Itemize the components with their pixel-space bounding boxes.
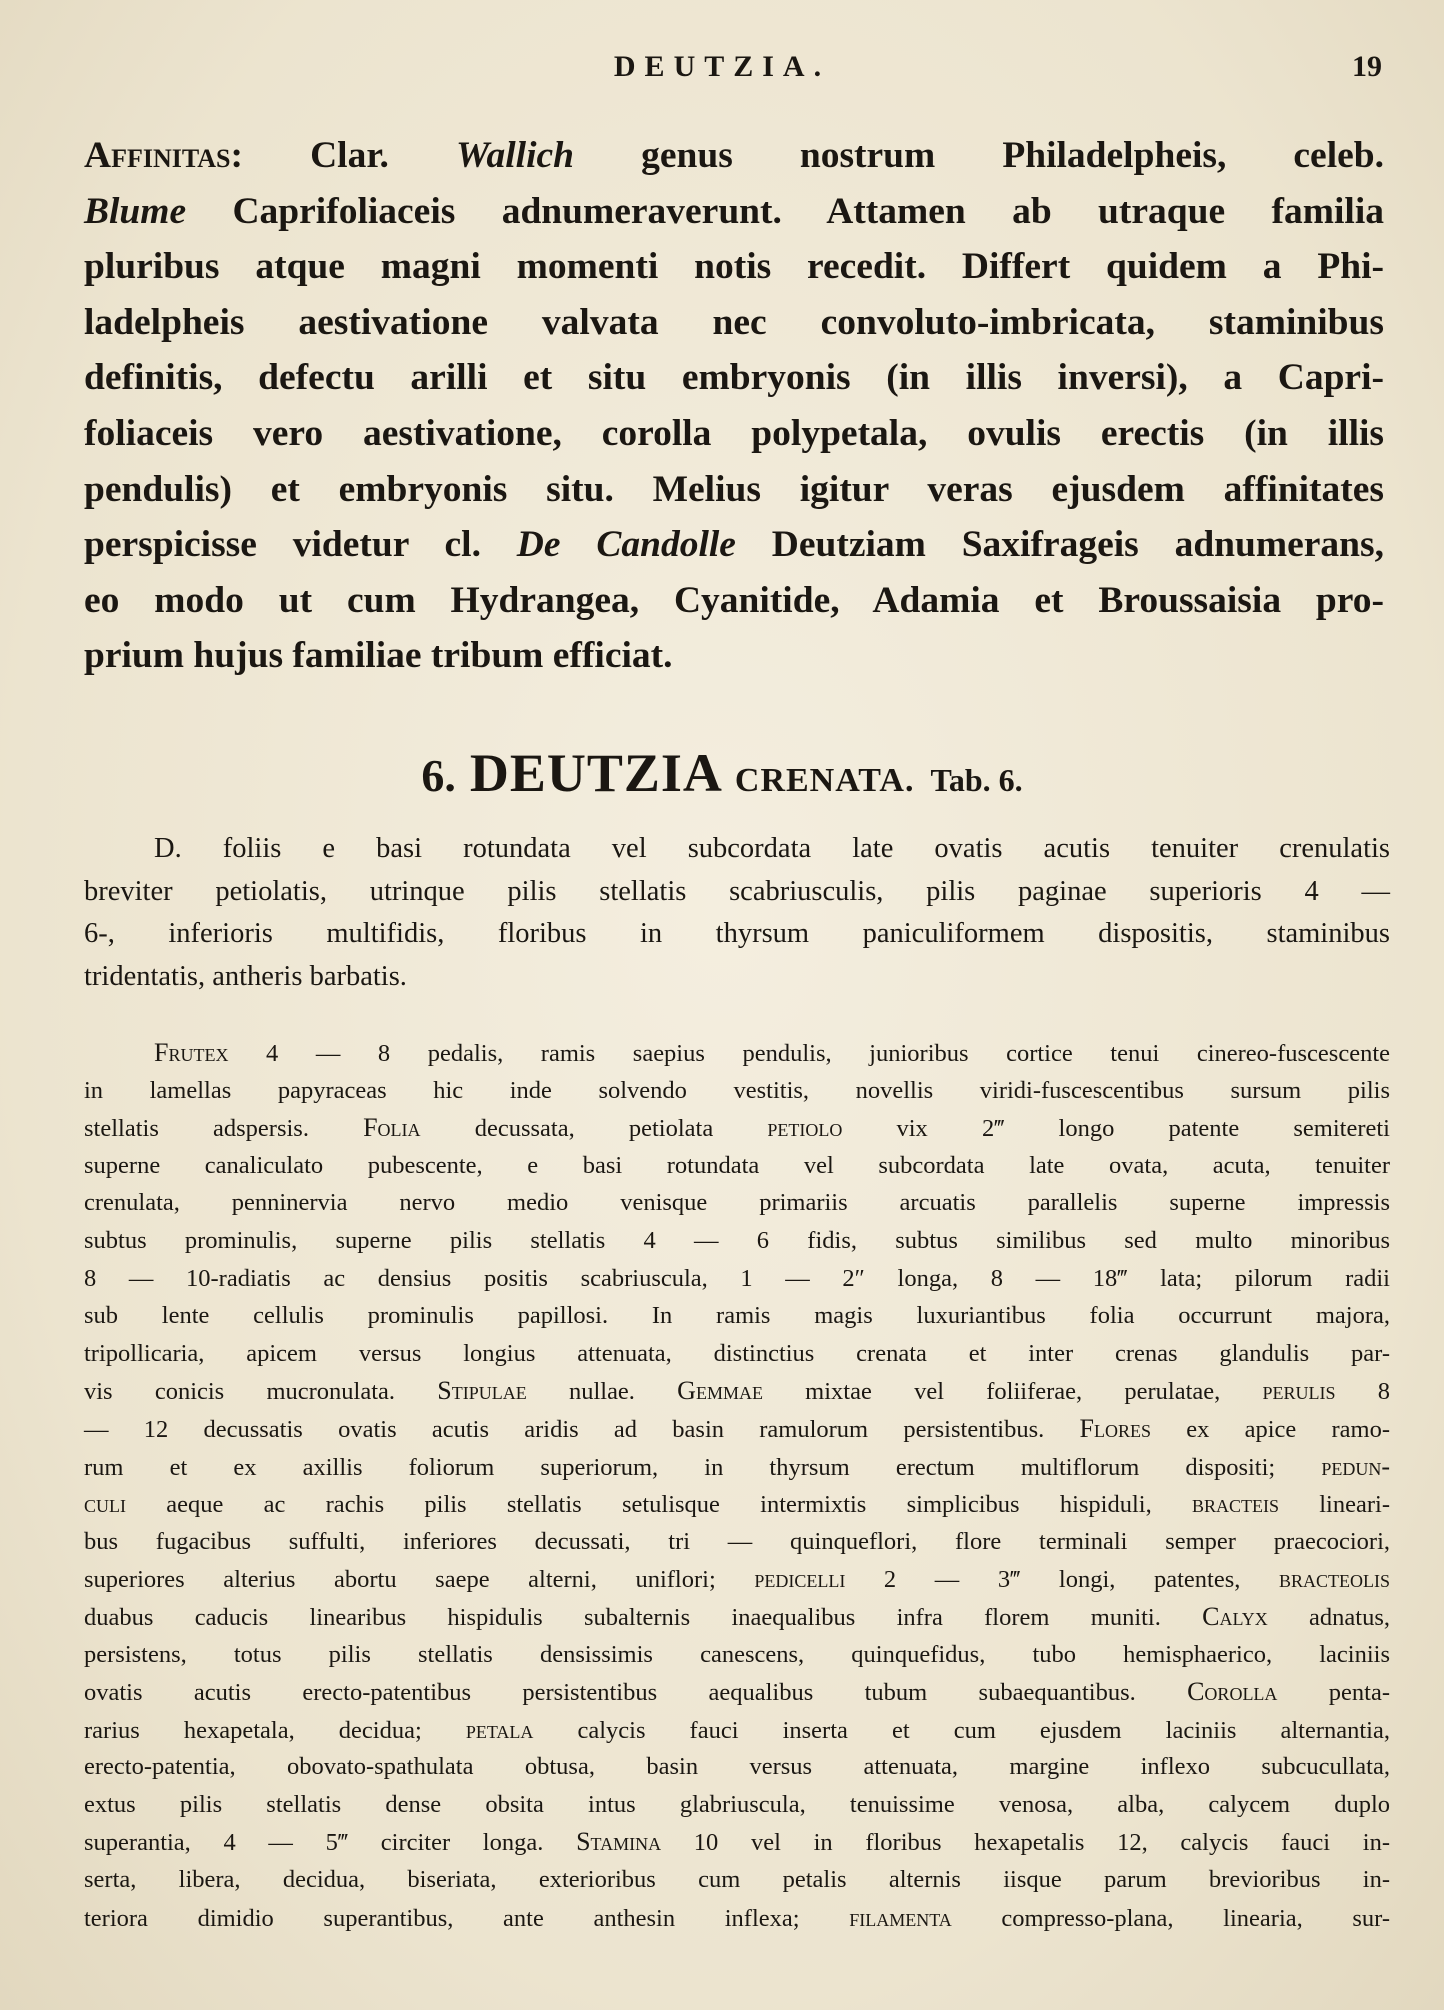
description-line: subtus prominulis, superne pilis stellatis 4 — 6 fidis, subtus similibus sed multo minoribus bbox=[84, 1226, 1390, 1254]
text-run: nullae. bbox=[526, 1378, 678, 1406]
text-run: teriora dimidio superantibus, ante anthesin inflexa; bbox=[84, 1904, 850, 1932]
description-line bbox=[84, 1711, 1390, 1749]
text-run: penta- bbox=[1277, 1679, 1390, 1707]
running-head bbox=[0, 50, 1444, 100]
text-run: Deutziam Saxifrageis adnumerans, bbox=[735, 524, 1384, 566]
text-run: lineari- bbox=[1278, 1491, 1390, 1519]
description-line bbox=[84, 1372, 1390, 1410]
text-run: genus nostrum Philadelpheis, celeb. bbox=[574, 135, 1384, 176]
text-run: compresso-plana, linearia, sur- bbox=[951, 1904, 1390, 1932]
affinitas-line bbox=[84, 184, 1384, 240]
affinitas-paragraph bbox=[84, 128, 1384, 684]
affinitas-line bbox=[84, 128, 1384, 184]
species-genus: DEUTZIA bbox=[469, 743, 723, 803]
term-calyx: Calyx bbox=[1202, 1601, 1268, 1631]
affinitas-line: definitis, defectu arilli et situ embryonis (in illis inversi), a Capri- bbox=[84, 357, 1384, 399]
description-paragraph bbox=[84, 1034, 1390, 1936]
text-run: Caprifoliaceis adnumeraverunt. Attamen ab utraque familia bbox=[186, 190, 1384, 232]
description-line: erecto-patentia, obovato-spathulata obtusa, basin versus attenuata, margine inflexo subcucullata, bbox=[84, 1753, 1390, 1781]
term-gemmae: Gemmae bbox=[677, 1376, 763, 1406]
text-run: : Clar. bbox=[230, 135, 456, 176]
diagnosis-line: tridentatis, antheris barbatis. bbox=[84, 960, 407, 992]
text-run: calycis fauci inserta et cum ejusdem laciniis alternantia, bbox=[533, 1716, 1390, 1744]
description-line bbox=[84, 1673, 1390, 1711]
text-run: decussata, petiolata bbox=[420, 1115, 768, 1143]
description-line: tripollicaria, apicem versus longius attenuata, distinctius crenata et inter crenas glandulis par- bbox=[84, 1339, 1390, 1367]
description-line bbox=[84, 1823, 1390, 1861]
term-flores: Flores bbox=[1079, 1413, 1151, 1443]
running-title: DEUTZIA. bbox=[613, 50, 831, 83]
author-name-de-candolle: De Candolle bbox=[516, 524, 736, 566]
description-line: bus fugacibus suffulti, inferiores decussati, tri — quinqueflori, flore terminali semper praecociori, bbox=[84, 1527, 1390, 1555]
text-run: 4 — 8 pedalis, ramis saepius pendulis, junioribus cortice tenui cinereo-fuscescente bbox=[228, 1040, 1390, 1067]
description-line: crenulata, penninervia nervo medio venisque primariis arcuatis parallelis superne impressis bbox=[84, 1189, 1390, 1217]
text-run: perspicisse videtur cl. bbox=[84, 524, 517, 566]
description-line: persistens, totus pilis stellatis densissimis canescens, quinquefidus, tubo hemisphaerico, laciniis bbox=[84, 1640, 1390, 1668]
term-filamenta: filamenta bbox=[849, 1902, 952, 1932]
diagnosis-line: 6-, inferioris multifidis, floribus in thyrsum paniculiformem dispositis, staminibus bbox=[84, 918, 1390, 949]
affinitas-line: pluribus atque magni momenti notis recedit. Differt quidem a Phi- bbox=[84, 246, 1384, 288]
description-line: in lamellas papyraceas hic inde solvendo vestitis, novellis viridi-fuscescentibus sursum pilis bbox=[84, 1076, 1390, 1104]
section-label-affinitas: Affinitas bbox=[84, 135, 231, 176]
species-epithet: CRENATA. bbox=[734, 762, 915, 799]
text-run: 10 vel in floribus hexapetalis 12, calycis fauci in- bbox=[661, 1829, 1390, 1857]
text-run: vis conicis mucronulata. bbox=[84, 1378, 438, 1406]
description-line: 8 — 10-radiatis ac densius positis scabriuscula, 1 — 2″ longa, 8 — 18‴ lata; pilorum radii bbox=[84, 1264, 1390, 1292]
text-run: superantia, 4 — 5‴ circiter longa. bbox=[84, 1829, 577, 1857]
description-line bbox=[84, 1485, 1390, 1523]
term-stamina: Stamina bbox=[576, 1827, 662, 1857]
page-number: 19 bbox=[1352, 50, 1382, 83]
text-run: stellatis adspersis. bbox=[84, 1115, 364, 1143]
text-run: rum et ex axillis foliorum superiorum, in thyrsum erectum multiflorum dispositi; bbox=[84, 1453, 1322, 1481]
species-heading bbox=[0, 742, 1444, 804]
term-pedicelli: pedicelli bbox=[754, 1564, 846, 1594]
text-run: duabus caducis linearibus hispidulis subalternis inaequalibus infra florem muniti. bbox=[84, 1603, 1203, 1631]
term-petiolo: petiolo bbox=[767, 1113, 843, 1143]
description-line bbox=[84, 1410, 1390, 1448]
term-bracteis: bracteis bbox=[1191, 1489, 1279, 1519]
text-run: ex apice ramo- bbox=[1150, 1415, 1390, 1443]
affinitas-line: foliaceis vero aestivatione, corolla polypetala, ovulis erectis (in illis bbox=[84, 412, 1384, 454]
text-run: rarius hexapetala, decidua; bbox=[84, 1716, 466, 1744]
term-folia: Folia bbox=[363, 1113, 421, 1143]
description-line: sub lente cellulis prominulis papillosi. In ramis magis luxuriantibus folia occurrunt majora, bbox=[84, 1302, 1390, 1330]
description-line: serta, libera, decidua, biseriata, exterioribus cum petalis alternis iisque parum brevioribus in- bbox=[84, 1866, 1390, 1894]
text-run: vix 2‴ longo patente semitereti bbox=[842, 1115, 1390, 1143]
affinitas-line: pendulis) et embryonis situ. Melius igitur veras ejusdem affinitates bbox=[84, 468, 1384, 510]
term-pedunculi: pedun- bbox=[1321, 1451, 1390, 1481]
text-run: mixtae vel foliiferae, perulatae, bbox=[762, 1378, 1263, 1406]
text-run: superiores alterius abortu saepe alterni, uniflori; bbox=[84, 1566, 755, 1594]
description-line bbox=[84, 1899, 1390, 1937]
description-line bbox=[84, 1560, 1390, 1598]
term-frutex: Frutex bbox=[154, 1038, 229, 1067]
text-run: 2 — 3‴ longi, patentes, bbox=[845, 1566, 1279, 1594]
affinitas-line: prium hujus familiae tribum efficiat. bbox=[84, 635, 673, 677]
affinitas-line bbox=[84, 517, 1384, 573]
term-perulis: perulis bbox=[1262, 1376, 1336, 1406]
description-line bbox=[84, 1448, 1390, 1486]
term-bracteolis: bracteolis bbox=[1278, 1564, 1390, 1594]
author-name-blume: Blume bbox=[84, 190, 187, 232]
description-line bbox=[84, 1109, 1390, 1147]
diagnosis-line: breviter petiolatis, utrinque pilis stellatis scabriusculis, pilis paginae superioris 4 — bbox=[84, 875, 1390, 907]
description-line: extus pilis stellatis dense obsita intus glabriuscula, tenuissime venosa, alba, calycem duplo bbox=[84, 1790, 1390, 1818]
text-run: adnatus, bbox=[1267, 1603, 1390, 1631]
text-run: — 12 decussatis ovatis acutis aridis ad basin ramulorum persistentibus. bbox=[84, 1415, 1080, 1443]
description-line: superne canaliculato pubescente, e basi rotundata vel subcordata late ovata, acuta, tenuiter bbox=[84, 1151, 1390, 1179]
term-corolla: Corolla bbox=[1187, 1677, 1278, 1707]
description-line bbox=[84, 1598, 1390, 1636]
affinitas-line: eo modo ut cum Hydrangea, Cyanitide, Adamia et Broussaisia pro- bbox=[84, 579, 1384, 621]
text-run: ovatis acutis erecto-patentibus persistentibus aequalibus tubum subaequantibus. bbox=[84, 1679, 1188, 1707]
affinitas-line: ladelpheis aestivatione valvata nec convoluto-imbricata, staminibus bbox=[84, 301, 1384, 343]
term-stipulae: Stipulae bbox=[437, 1376, 527, 1406]
text-run: 8 bbox=[1335, 1378, 1390, 1406]
description-line bbox=[84, 1034, 1390, 1072]
text-run: aeque ac rachis pilis stellatis setulisque intermixtis simplicibus hispiduli, bbox=[126, 1491, 1192, 1519]
plate-reference: Tab. 6. bbox=[930, 762, 1023, 798]
term-pedunculi-cont: culi bbox=[84, 1489, 126, 1519]
species-number: 6. bbox=[421, 750, 456, 801]
author-name-wallich: Wallich bbox=[455, 135, 575, 176]
diagnosis-paragraph bbox=[84, 828, 1390, 998]
diagnosis-line: D. foliis e basi rotundata vel subcordata late ovatis acutis tenuiter crenulatis bbox=[154, 833, 1390, 864]
term-petala: petala bbox=[465, 1714, 534, 1744]
